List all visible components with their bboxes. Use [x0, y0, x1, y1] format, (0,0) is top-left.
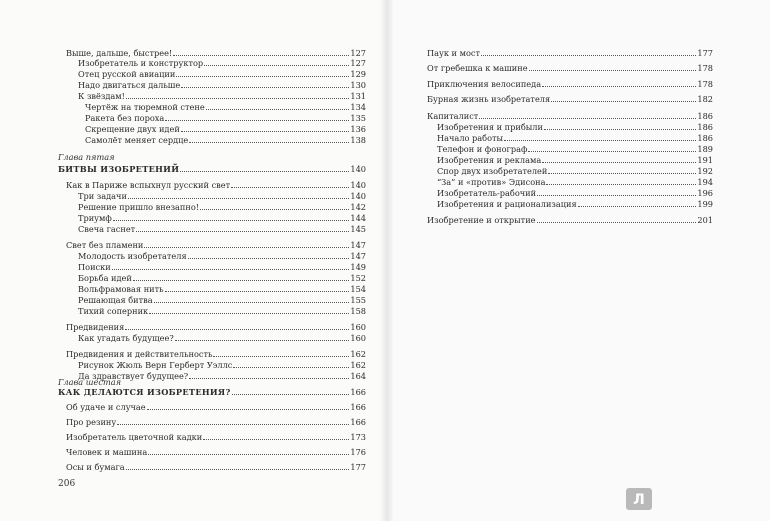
toc-entry: “За” и «против» Эдисона 194 — [437, 177, 713, 187]
toc-entry: Рисунок Жюль Верн Герберт Уэллс 162 — [78, 360, 366, 370]
toc-entry: Изобретатель цветочной кадки 173 — [66, 432, 366, 442]
toc-entry: Про резину 166 — [66, 417, 366, 427]
toc-entry: Как угадать будущее? 160 — [78, 333, 366, 343]
toc-entry: Выше, дальше, быстрее! 127 — [66, 48, 366, 58]
toc-entry: Изобретения и прибыли 186 — [437, 122, 713, 132]
toc-entry: Капиталист 186 — [427, 111, 713, 121]
toc-entry: Решение пришло внезапно! 142 — [78, 202, 366, 212]
chapter-title: КАК ДЕЛАЮТСЯ ИЗОБРЕТЕНИЯ? 166 — [58, 387, 366, 397]
toc-entry: Самолёт меняет сердце 138 — [85, 135, 366, 145]
toc-entry: Свет без пламени 147 — [66, 240, 366, 250]
toc-entry: От гребешка к машине 178 — [427, 63, 713, 73]
toc-entry: Вольфрамовая нить 154 — [78, 284, 366, 294]
toc-entry: Об удаче и случае 166 — [66, 402, 366, 412]
logo-glyph-icon — [630, 491, 648, 507]
toc-entry: Чертёж на тюремной стене 134 — [85, 102, 366, 112]
toc-entry: Скрещение двух идей 136 — [85, 124, 366, 134]
toc-entry: Бурная жизнь изобретателя 182 — [427, 94, 713, 104]
toc-entry: К звёздам! 131 — [78, 91, 366, 101]
toc-entry: Да здравствует будущее? 164 — [78, 371, 366, 381]
toc-entry: Паук и мост 177 — [427, 48, 713, 58]
toc-entry: Изобретатель-рабочий 196 — [437, 188, 713, 198]
toc-entry: Поиски 149 — [78, 262, 366, 272]
toc-entry: Изобретения и рационализация 199 — [437, 199, 713, 209]
toc-entry: Начало работы 186 — [437, 133, 713, 143]
toc-entry: Предвидения 160 — [66, 322, 366, 332]
toc-entry: Изобретение и открытие 201 — [427, 215, 713, 225]
toc-entry: Предвидения и действительность 162 — [66, 349, 366, 359]
toc-entry: Свеча гаснет 145 — [78, 224, 366, 234]
toc-entry: Человек и машина 176 — [66, 447, 366, 457]
svg-text:Л: Л — [633, 492, 645, 507]
toc-entry: Приключения велосипеда 178 — [427, 79, 713, 89]
toc-entry: Изобретения и реклама 191 — [437, 155, 713, 165]
page-number: 206 — [58, 479, 76, 489]
toc-entry: Решающая битва 155 — [78, 295, 366, 305]
toc-entry: Спор двух изобретателей 192 — [437, 166, 713, 176]
gutter — [380, 0, 394, 521]
chapter-label: Глава шестая — [58, 377, 122, 387]
toc-entry: Изобретатель и конструктор 127 — [78, 58, 366, 68]
labirint-logo — [626, 488, 652, 510]
toc-entry: Борьба идей 152 — [78, 273, 366, 283]
toc-entry: Тихий соперник 158 — [78, 306, 366, 316]
toc-entry: Отец русской авиации 129 — [78, 69, 366, 79]
toc-entry: Осы и бумага 177 — [66, 462, 366, 472]
chapter-title: БИТВЫ ИЗОБРЕТЕНИЙ 140 — [58, 164, 366, 174]
toc-entry: Три задачи 140 — [78, 191, 366, 201]
toc-entry: Ракета без пороха 135 — [85, 113, 366, 123]
chapter-label: Глава пятая — [58, 152, 115, 162]
toc-entry: Триумф 144 — [78, 213, 366, 223]
toc-entry: Надо двигаться дальше 130 — [78, 80, 366, 90]
toc-entry: Телефон и фонограф 189 — [437, 144, 713, 154]
toc-entry: Молодость изобретателя 147 — [78, 251, 366, 261]
toc-entry: Как в Париже вспыхнул русский свет 140 — [66, 180, 366, 190]
